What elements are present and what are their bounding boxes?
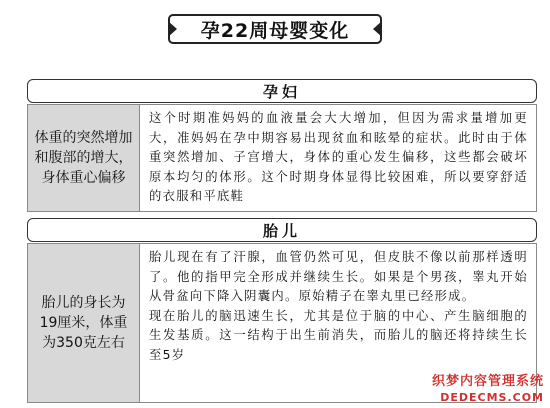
page-title-text: 孕22周母婴变化 bbox=[200, 19, 350, 42]
watermark-line1: 织梦内容管理系统 bbox=[431, 374, 544, 389]
section-header-label: 孕妇 bbox=[262, 82, 301, 101]
section-summary bbox=[28, 244, 140, 402]
section-header-label: 胎儿 bbox=[262, 221, 301, 240]
description-paragraph: 这个时期准妈妈的血液量会大大增加，但因为需求量增加更大，准妈妈在孕中期容易出现贫血和眩晕的症状。此时由于体重突然增加、子宫增大，身体的重心发生偏移，这些都会破坏原本均匀的体形。这个时期身体显得比较困难，所以要穿舒适的衣服和平底鞋 bbox=[149, 111, 528, 204]
description-paragraph: 现在胎儿的脑迅速生长，尤其是位于脑的中心、产生脑细胞的生发基质。这一结构于出生前消失，而胎儿的脑还将持续生长至5岁 bbox=[149, 308, 528, 362]
page-title bbox=[168, 14, 382, 44]
watermark bbox=[432, 374, 544, 406]
section-description bbox=[140, 105, 536, 211]
title-right-arrow-icon bbox=[373, 21, 382, 37]
title-left-arrow-icon bbox=[168, 21, 177, 37]
section-panel-mother bbox=[27, 104, 537, 212]
section-header-fetus bbox=[27, 218, 537, 242]
watermark-line2: DEDECMS.COM bbox=[440, 391, 544, 404]
section-summary bbox=[28, 105, 140, 211]
section-header-mother bbox=[27, 79, 537, 103]
section-summary-text: 胎儿的身长为19厘米，体重为350克左右 bbox=[39, 295, 128, 351]
section-summary-text: 体重的突然增加和腹部的增大，身体重心偏移 bbox=[34, 130, 133, 186]
description-paragraph: 胎儿现在有了汗腺，血管仍然可见，但皮肤不像以前那样透明了。他的指甲完全形成并继续生长。如果是个男孩，睾丸开始从骨盆向下降入阴囊内。原始精子在睾丸里已经形成。 bbox=[149, 250, 528, 304]
